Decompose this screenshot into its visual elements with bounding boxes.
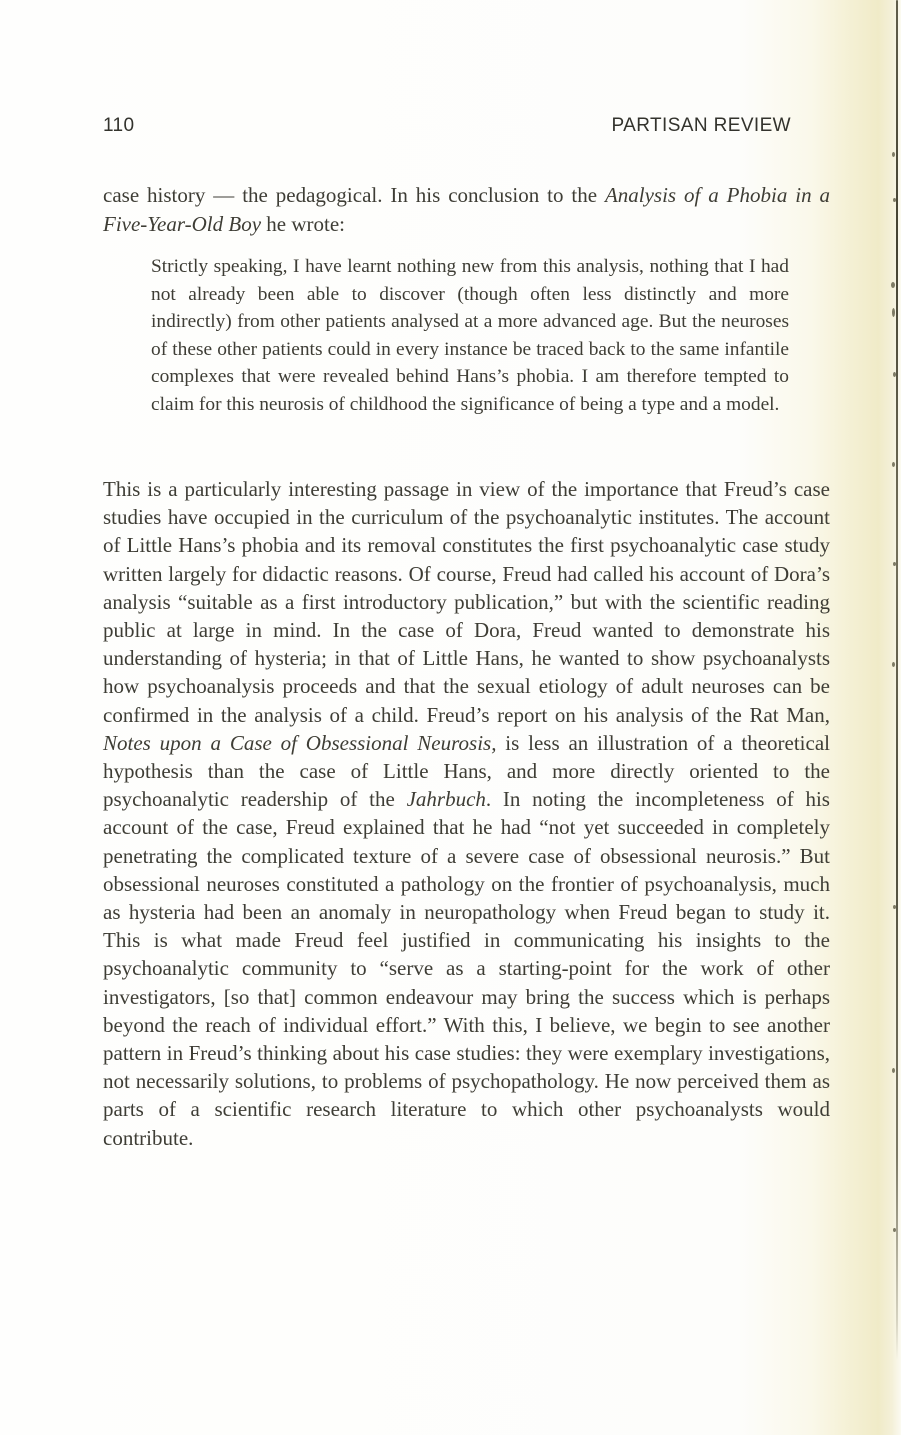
text-run: This is a particularly interesting passage in view of the importance that Freud’s case studies have occupied in the curriculum of the psychoanalytic institutes. The account of Little Hans’s phobia and its removal constitutes the first psychoanalytic case study written largely for didactic reasons. Of course, Freud had called his account of Dora’s analysis “suitable as a first introductory publication,” but with the scientific reading public at large in mind. In the case of Dora, Freud wanted to demonstrate his understanding of hysteria; in that of Little Hans, he wanted to show psychoanalysts how psychoanalysis proceeds and that the sexual etiology of adult neuroses can be confirmed in the analysis of a child. Freud’s report on his analysis of the Rat Man, — [103, 477, 830, 727]
scan-speck — [893, 372, 896, 377]
scan-speck — [893, 198, 896, 202]
scan-gutter-edge-line — [896, 0, 899, 1360]
italic-text-run: Analysis of a Phobia in a Five-Year-Old Boy — [103, 183, 830, 236]
scan-speck — [893, 1228, 896, 1232]
page-number: 110 — [103, 115, 135, 136]
main-paragraph — [103, 475, 830, 1152]
italic-text-run: Jahrbuch — [406, 787, 486, 812]
text-run: Strictly speaking, I have learnt nothing new from this analysis, nothing that I had not already been able to discover (though often less distinctly and more indirectly) from other patients analysed at a more advanced age. But the neuroses of these other patients could in every instance be traced back to the same infantile complexes that were revealed behind Hans’s phobia. I am therefore tempted to claim for this neurosis of childhood the significance of being a type and a model. — [151, 256, 789, 415]
scan-speck — [892, 308, 895, 317]
running-head — [103, 115, 791, 137]
scan-speck — [893, 905, 896, 909]
italic-text-run: Notes upon a Case of Obsessional Neurosis, — [103, 730, 497, 755]
scan-speck — [892, 662, 895, 667]
text-run: is less an illustration of a theoretical hypothesis than the case of Little Hans, and more directly oriented to the psychoanalytic readership of the — [103, 730, 830, 812]
freud-block-quotation — [151, 253, 789, 418]
scan-speck — [892, 462, 895, 467]
scan-speck — [892, 152, 895, 157]
scan-speck — [891, 282, 895, 288]
text-run: case history — the pedagogical. In his conclusion to the — [103, 183, 605, 207]
intro-paragraph — [103, 181, 830, 238]
text-run: . In noting the incompleteness of his account of the case, Freud explained that he had “not yet succeeded in completely penetrating the complicated texture of a severe case of obsessional neurosis.” But obsessional neuroses constituted a pathology on the frontier of psychoanalysis, much as hysteria had been an anomaly in neuropathology when Freud began to study it. This is what made Freud feel justified in communicating his insights to the psychoanalytic community to “serve as a starting-point for the work of other investigators, [so that] common endeavour may bring the success which is perhaps beyond the reach of individual effort.” With this, I believe, we begin to see another pattern in Freud’s thinking about his case studies: they were exemplary investigations, not necessarily solutions, to problems of psychopathology. He now perceived them as parts of a scientific research literature to which other psychoanalysts would contribute. — [103, 787, 830, 1150]
text-run: he wrote: — [261, 211, 345, 236]
journal-title: PARTISAN REVIEW — [611, 115, 791, 136]
scan-speck — [893, 562, 896, 566]
scan-speck — [892, 1068, 895, 1073]
